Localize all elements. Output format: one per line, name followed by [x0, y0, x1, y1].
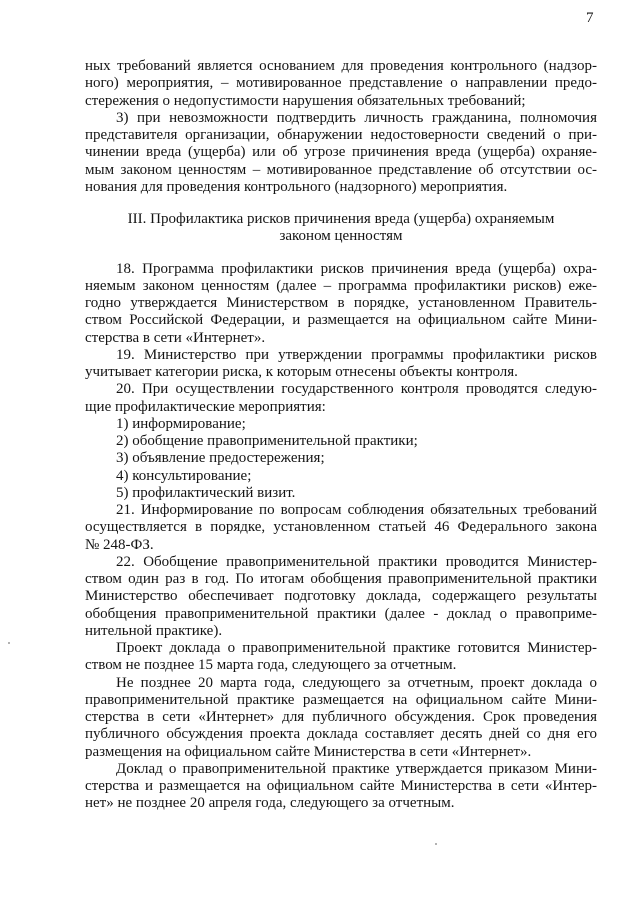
- text-line: ных требований является основанием для проведения контрольного (надзор-: [85, 58, 597, 74]
- text-line: нет» не позднее 20 апреля года, следующего за отчетным.: [85, 795, 455, 812]
- text-line: 4) консультирование;: [116, 467, 252, 484]
- text-line: стерства и размещается на официальном сайте Министерства в сети «Интер-: [85, 778, 597, 794]
- list-item: [85, 468, 597, 485]
- paragraph: [85, 110, 597, 196]
- text-line: Не позднее 20 марта года, следующего за отчетным, проект доклада о: [116, 674, 597, 691]
- paragraph-19: [85, 347, 597, 382]
- list-item: [85, 433, 597, 450]
- text-line: ством не позднее 15 марта года, следующего за отчетным.: [85, 657, 457, 674]
- text-line: стережения о недопустимости нарушения обязательных требований;: [85, 92, 526, 109]
- paragraph: [85, 761, 597, 813]
- text-line: чинении вреда (ущерба) или об угрозе причинения вреда (ущерба) охраняе-: [85, 144, 597, 161]
- text-line: 3) при невозможности подтвердить личность гражданина, полномочия: [116, 109, 597, 126]
- text-line: размещения на официальном сайте Министерства в сети «Интернет».: [85, 743, 532, 760]
- text-line: Проект доклада о правоприменительной практике готовится Министер-: [116, 640, 597, 656]
- list-item: [85, 450, 597, 467]
- text-line: мым законом ценностям – мотивированное представление об отсутствии ос-: [85, 161, 597, 178]
- text-line: няемым законом ценностям (далее – программа профилактики рисков) еже-: [85, 277, 597, 294]
- document-body: [85, 58, 597, 813]
- text-line: 1) информирование;: [116, 415, 246, 432]
- paragraph: [85, 675, 597, 761]
- text-line: осуществляется в порядке, установленном статьей 46 Федерального закона: [85, 519, 597, 536]
- text-line: стерства в сети «Интернет» для публичного обсуждения. Срок проведения: [85, 709, 597, 725]
- text-line: 22. Обобщение правоприменительной практики проводится Министер-: [116, 553, 597, 570]
- text-line: стерства в сети «Интернет».: [85, 329, 266, 346]
- text-line: ством Российской Федерации, и размещается на официальном сайте Мини-: [85, 312, 597, 329]
- text-line: Министерство обеспечивает подготовку доклада, содержащего результаты: [85, 588, 597, 605]
- text-line: правоприменительной практике размещается на официальном сайте Мини-: [85, 691, 597, 708]
- text-line: нования для проведения контрольного (надзорного) мероприятия.: [85, 178, 508, 195]
- text-line: обобщения правоприменительной практики (далее - доклад о правоприме-: [85, 605, 597, 622]
- text-line: учитывает категории риска, к которым отнесены объекты контроля.: [85, 364, 518, 380]
- text-line: представителя организации, обнаружении недостоверности сведений о при-: [85, 127, 597, 143]
- paragraph-22: [85, 554, 597, 640]
- heading-line: законом ценностям: [279, 228, 403, 245]
- text-line: годно утверждается Министерством в порядке, установленном Правитель-: [85, 295, 597, 311]
- scan-speck: [435, 843, 437, 845]
- paragraph: [85, 640, 597, 675]
- scan-speck: [8, 642, 10, 644]
- section-heading: [85, 211, 597, 246]
- text-line: 19. Министерство при утверждении программы профилактики рисков: [116, 346, 597, 363]
- paragraph: [85, 58, 597, 110]
- text-line: 18. Программа профилактики рисков причинения вреда (ущерба) охра-: [116, 260, 597, 277]
- text-line: № 248-ФЗ.: [85, 536, 154, 553]
- text-line: щие профилактические мероприятия:: [85, 398, 326, 415]
- text-line: ного) мероприятия, – мотивированное представление о направлении предо-: [85, 75, 597, 92]
- paragraph-20: [85, 381, 597, 416]
- heading-line: III. Профилактика рисков причинения вреда (ущерба) охраняемым: [127, 211, 555, 227]
- text-line: 20. При осуществлении государственного контроля проводятся следую-: [116, 381, 597, 398]
- paragraph-21: [85, 502, 597, 554]
- text-line: Доклад о правоприменительной практике утверждается приказом Мини-: [116, 760, 597, 777]
- text-line: нительной практике).: [85, 622, 223, 639]
- list-item: [85, 485, 597, 502]
- text-line: 2) обобщение правоприменительной практики;: [116, 433, 418, 449]
- page-number: 7: [586, 10, 594, 26]
- text-line: 21. Информирование по вопросам соблюдения обязательных требований: [116, 502, 597, 518]
- paragraph-18: [85, 261, 597, 347]
- text-line: ством один раз в год. По итогам обобщения правоприменительной практики: [85, 571, 597, 587]
- list-item: [85, 416, 597, 433]
- text-line: 5) профилактический визит.: [116, 484, 296, 501]
- text-line: публичного обсуждения проекта доклада составляет десять дней со дня его: [85, 726, 597, 743]
- text-line: 3) объявление предостережения;: [116, 450, 325, 467]
